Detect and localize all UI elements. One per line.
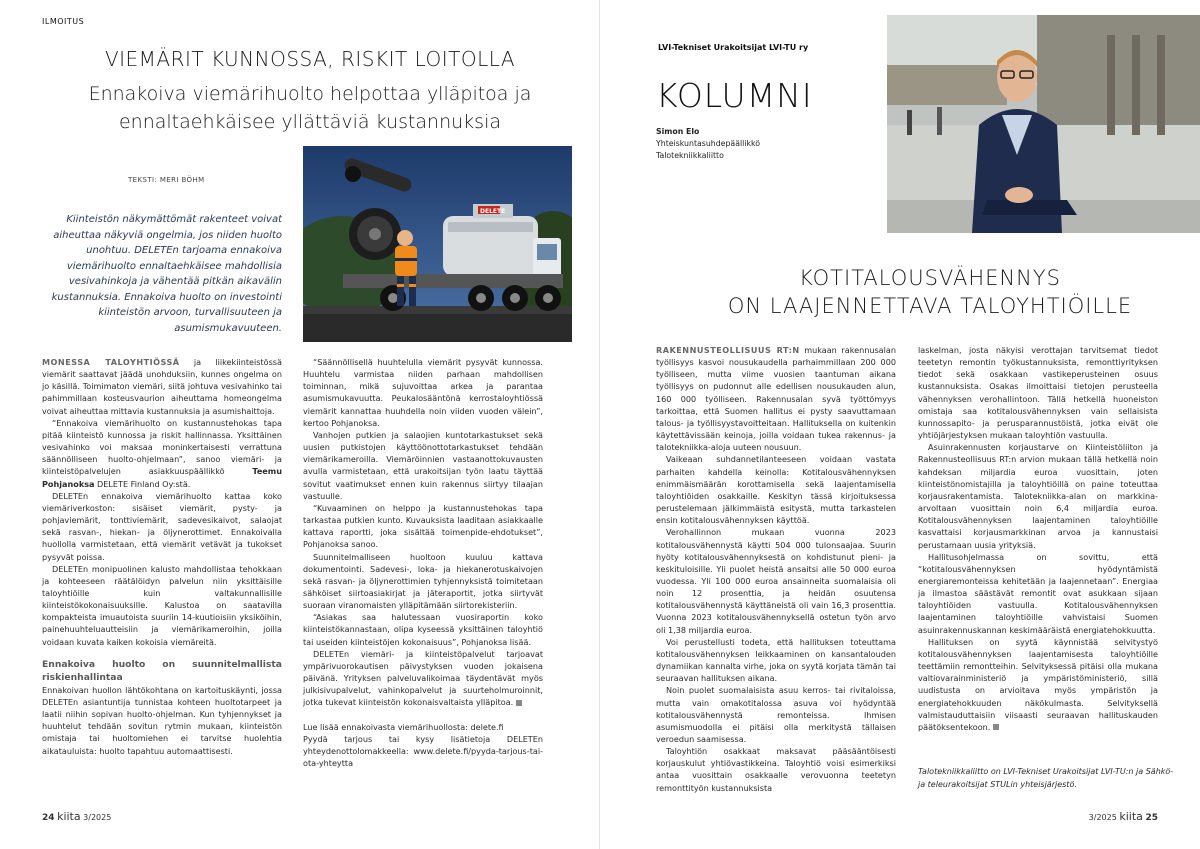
paragraph-text: Hallituksen on syytä käynnistää selvitystyö kotitalousvähennyksen laajentamisesta taloyhtiöille teettämiin remontteihin. Selvityksessä pitäisi olla mukana valtiovarainministeriö ja ympäristöministeriö, sillä uudistusta on arvioitava myös ympäristön ja energiatehokkuuden näkökulmasta. Selvityksellä valmistauduttaisiin viisaasti seuraavan hallituskauden päätöksentekoon. [918,636,1158,732]
paragraph: Ennakoivan huollon lähtökohtana on kartoituskäynti, jossa DELETEn asiantuntija tunnistaa kohteen huoltotarpeet ja laatii niihin sopivan huolto-ohjelman. Kun tyhjennykset ja huuhtelut tehdään sovitun rytmin mukaan, kiinteistön omistaja tai huoltomiehen ei tarvitse huolehtia aikatauluista: huolto tapahtuu automaattisesti. [42,684,282,756]
author-portrait [887,15,1200,233]
paragraph [42,356,282,417]
paragraph: “Asiakas saa halutessaan vuosiraportin koko kiinteistökannastaan, olipa kyseessä yksittäinen taloyhtiö tai useiden kiinteistöjen kokonaisuus”, Pohjanoksa lisää. [303,612,543,647]
end-mark-icon [516,700,522,706]
paragraph-text: ja liikekiinteistössä viemärit saattavat jäädä unohduksiin, kunnes ongelma on jo käsillä. Toimimaton viemäri, siitä johtuva vesivahinko tai pahimmillaan kosteusvaurion aiheuttama homeongelma voivat aiheuttaa mittavia kustannuksia ja asumishaittoja. [42,357,282,416]
truck-logo-text: DELETE [480,208,506,215]
person-name: Teemu Pohjanoksa [42,466,282,489]
author-organization: Talotekniikkaliitto [656,151,724,160]
paragraph: DELETEn ennakoiva viemärihuolto kattaa koko viemäriverkoston: sisäiset viemärit, pysty- ja pohjaviemärit, tonttiviemärit, sadevesikaivot, salaojat sekä rasvan-, hiekan- ja öljynerottimet. Ennakoivalla huollolla varmistetaan, että viemärit vetävät ja tukokset pysyvät poissa. [42,490,282,562]
paragraph: “Kuvaaminen on helppo ja kustannustehokas tapa tarkastaa putkien kunto. Kuvauksista laaditaan asiakkaalle kattava raportti, joka sisältää toimenpide-ehdotukset”, Pohjanoksa sanoo. [303,502,543,550]
page-footer-right [1089,810,1158,823]
paragraph [42,417,282,490]
organization-note: Talotekniikkaliitto on LVI-Tekniset Urakoitsijat LVI-TU:n ja Sähkö- ja teleurakoitsijat STULin yhteisjärjestö. [918,767,1174,789]
paragraph: Suunnitelmalliseen huoltoon kuuluu kattava dokumentointi. Sadevesi-, loka- ja hiekanerotuskaivojen sekä rasvan- ja öljynerottimien tyhjennyksistä toimitetaan sähköiset siirtoasiakirjat ja jäteraportit, jotka siirtyvät suoraan viranomaisten ylläpitämään siirtorekisteriin. [303,551,543,611]
end-mark-icon [993,724,999,730]
info-line: Lue lisää ennakoivasta viemärihuollosta: delete.fi [303,721,504,732]
column-text-1 [656,344,896,794]
page-number: 24 [42,813,55,823]
paragraph: Vaikeaan suhdannetilanteeseen voidaan vastata parhaiten kahdella keinolla: Kotitalousvähennyksen enimmäismäärän korottamisella sekä laajentamisella taloyhtiöiden osakkaille. Keskityn tässä kirjoituksessa perustelemaan jälkimmäistä esitystä, mutta tarkastelen ensin kotitalousvähennyksen käyttöä. [656,454,896,526]
section-label: ILMOITUS [42,17,85,26]
sewer-truck-photo [303,146,572,342]
page-footer-left [42,810,111,823]
title-line-2: ON LAAJENNETTAVA TALOYHTIÖILLE [727,294,1133,318]
paragraph-text: DELETE Finland Oy:stä. [94,478,191,489]
paragraph [656,344,896,453]
paragraph: Voi perustellusti todeta, että hallituksen toteuttama kotitalousvähennyksen leikkaaminen on kansantalouden dynamiikan kannalta virhe, joka on syytä korjata tämän tai seuraavan hallituksen aikana. [656,636,896,684]
magazine-name: kiita [57,810,81,823]
issue-number: 3/2025 [83,813,112,822]
article-column-2 [303,356,543,769]
paragraph-text: mukaan rakennusalan työllisyys kasvoi nousukaudella parhaimmillaan 200 000 työlliseen, mutta viime vuosien taantuman aikana työllisyys on pudonnut alle edellisen nousukauden alun, 160 000 työlliseen. Rakennusalan syvä työttömyys tarkoittaa, että Suomen hallitus ei pysty saavuttamaan talous- ja työllisyystavoitteitaan. Hallituksella on kuitenkin käytettävissään keinoja, joilla voidaan tukea rakennus- ja talotekniikka-aloja uuteen nousuun. [656,345,896,453]
column-heading: KOLUMNI [656,76,813,115]
author-name: Simon Elo [656,127,700,136]
paragraph: laskelman, josta näkyisi verottajan tarvitsemat tiedot teetetyn remontin työkustannuksista, remonttiyrityksen tiedot sekä osakkaan vastikeperusteinen osuus kustannuksista. Osakas ilmoittaisi tietojen perusteella vähennyksen verohallintoon. Tällä hetkellä huoneiston omistaja saa kotitalousvähennyksen vain sellaisista kunnossapito- ja perusparannustöistä, jotka eivät ole yhtiöjärjestyksen mukaan taloyhtiön vastuulla. [918,345,1158,441]
title-line-1: KOTITALOUSVÄHENNYS [799,266,1061,290]
paragraph: Asuinrakennusten korjaustarve on Kiinteistöliiton ja Rakennusteollisuus RT:n arvion mukaan tällä hetkellä noin kahdeksan miljardia euroa vuosittain, joten kiinteistönomistajilla ja taloyhtiöillä on paine toteuttaa korjausrakentamista. Talotekniikka-alan on markkina-arvoltaan vuosittain noin 6,4 miljardia euroa. Kotitalousvähennyksen laajentaminen taloyhtiöille kasvattaisi korjausmarkkinan arvoa ja kannustaisi perustamaan uusia yrityksiä. [918,442,1158,550]
paragraph-text: “Ennakoiva viemärihuolto on kustannustehokas tapa pitää kiinteistö kunnossa ja riskit hallinnassa. Yksittäinen vesivahinko voi maksaa moninkertaisesti verrattuna säännölliseen huolto-ohjelmaan”, sanoo viemäri- ja kiinteistöpalvelujen asiakkuuspäällikkö [42,417,282,477]
right-page [600,0,1200,849]
page-number: 25 [1145,813,1158,823]
magazine-name: kiita [1119,810,1143,823]
column-text-2 [918,344,1158,733]
paragraph: Taloyhtiön osakkaat maksavat pääsääntöisesti korjauskulut yhtiövastikkeina. Taloyhtiö voisi esimerkiksi antaa vuosittain osakkaalle verovuonna teetetyn remonttityön kustannuksista [656,746,896,793]
info-line: Pyydä tarjous tai kysy lisätietoja DELETEn yhteydenottolomakkeella: www.delete.fi/pyyda-tarjous-tai-ota-yhteytta [303,733,543,768]
run-in-heading: RAKENNUSTEOLLISUUS RT:N [656,345,800,355]
issue-number: 3/2025 [1088,813,1117,822]
article-subtitle: Ennakoiva viemärihuolto helpottaa ylläpitoa ja ennaltaehkäisee yllättäviä kustannuksia [88,83,532,133]
paragraph [303,648,543,709]
article-title: VIEMÄRIT KUNNOSSA, RISKIT LOITOLLA [104,47,516,71]
paragraph: “Säännöllisellä huuhtelulla viemärit pysyvät kunnossa. Huuhtelu varmistaa niiden parhaan mahdollisen toiminnan, mikä sujuvoittaa arkea ja parantaa asumismukavuutta. Peukalosääntönä kerrostaloyhtiössä viemärit kannattaa huuhdella noin viiden vuoden välein”, kertoo Pohjanoksa. [303,357,543,428]
column-title [700,264,1160,320]
article-column-1 [42,356,282,757]
section-heading: Ennakoiva huolto on suunnitelmallista riskienhallintaa [42,658,282,683]
author-title: Yhteiskuntasuhdepäällikkö [656,139,760,148]
author-block [656,126,760,162]
portrait-illustration [887,15,1200,233]
paragraph: DELETEn monipuolinen kalusto mahdollistaa tehokkaan ja kohteeseen räätälöidyn palvelun niin yksittäisille taloyhtiöille kuin valtakunnallisille kiinteistökokonaisuuksille. Kalustoa on saatavilla kompakteista imuautoista suuriin 14-kuutioisiin yksiköihin, painehuuhteluautteisiin ja viemärikameroihin, joilla voidaan kuvata kaiken kokoisia viemäreitä. [42,563,282,647]
association-name: LVI-Tekniset Urakoitsijat LVI-TU ry [658,43,809,52]
paragraph: Verohallinnon mukaan vuonna 2023 kotitalousvähennystä käytti 504 000 tulonsaajaa. Suurin hyöty kotitalousvähennyksestä on kohdistunut pieni- ja keskituloisille. Yli puolet heistä ansaitsi alle 50 000 euroa vuodessa. Yli 100 000 euroa ansainneita suomalaisia oli noin 12 prosenttia, ja heidän osuutensa kotitalousvähennystä käyttäneistä oli vain 16,3 prosenttia. Vuonna 2023 kotitalousvähennyksellä ostetun työn arvo oli 1,38 miljardia euroa. [656,527,896,635]
paragraph: Hallitusohjelmassa on sovittu, että “kotitalousvähennyksen hyödyntämistä energiaremonteissa kehitetään ja laajennetaan”. Energiaa ja ilmastoa säästävät remontit ovat asukkaan sijaan taloyhtiöiden vastuulla. Kotitalousvähennyksen laajentaminen taloyhtiöille vahvistaisi Suomen asuinrakennuskannan keskimääräistä energiatehokkuutta. [918,551,1158,635]
paragraph-text: DELETEn viemäri- ja kiinteistöpalvelut tarjoavat ympärivuorokautisen päivystyksen vuoden jokaisena päivänä. Yrityksen palveluvalikoimaa täydentävät myös julkisivupalvelut, vahinkopalvelut ja suurteholmuroinnit, jotka tukevat kiinteistön kokonaisvaltaista ylläpitoa. [303,648,543,708]
paragraph: Noin puolet suomalaisista asuu kerros- tai rivitaloissa, mutta vain omakotitalossa asuva voi hyödyntää kotitalousvähennystä remonteissa. Ihmisen asumismuodolla ei pitäisi olla merkitystä tällaisen veroedun saamisessa. [656,685,896,744]
paragraph: Vanhojen putkien ja salaojien kuntotarkastukset sekä uusien putkistojen käyttöönottotarkastukset tehdään viemärikameroilla. Viemäröinnien vastaanottokuvausten avulla varmistetaan, että urakoitsijan työn laatu täyttää sovitut vaatimukset ennen kuin rakennus siirtyy tilaajan vastuulle. [303,429,543,501]
paragraph [918,636,1158,733]
lead-paragraph: Kiinteistön näkymättömät rakenteet voivat aiheuttaa näkyviä ongelmia, jos niiden huolto unohtuu. DELETEn tarjoama ennakoiva viemärihuolto ennaltaehkäisee mahdollisia vesivahinkoja ja vähentää pitkän aikavälin kustannuksia. Ennakoiva huolto on investointi kiinteistön arvoon, turvallisuuteen ja asumismukavuuteen. [51,214,282,334]
byline: TEKSTI: MERI BÖHM [128,176,205,184]
sewer-truck-illustration [303,146,572,342]
run-in-heading: MONESSA TALOYHTIÖSSÄ [42,357,180,367]
